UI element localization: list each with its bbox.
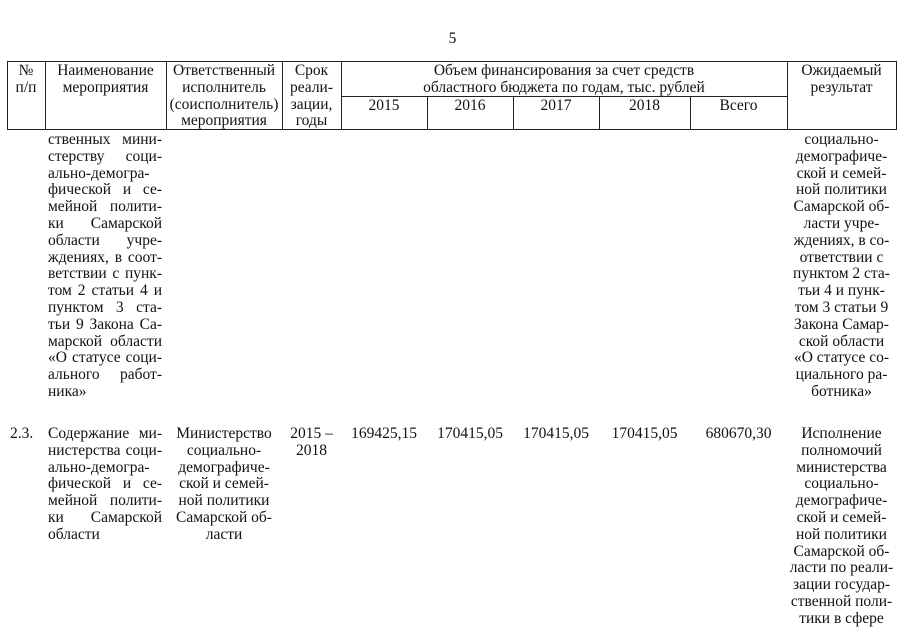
row-number: 2.3. bbox=[10, 425, 34, 442]
continuation-result-line: демографиче- bbox=[795, 147, 888, 165]
continuation-name-line: ника» bbox=[48, 382, 87, 400]
continuation-name-line: тьи 9 Закона Са- bbox=[48, 315, 162, 333]
continuation-name-line: ветствии с пунк- bbox=[48, 265, 162, 283]
continuation-name-line: мейной полити- bbox=[48, 198, 162, 216]
continuation-result-line: циального ра- bbox=[795, 366, 888, 384]
row-name-line: ально-демогра- bbox=[48, 458, 150, 476]
header-col-funding: Объем финансирования за счет средств областного бюджета по годам, тыс. рублей bbox=[423, 62, 705, 96]
continuation-result-cell bbox=[787, 132, 896, 401]
header-bottom-border bbox=[7, 129, 897, 130]
continuation-name-line: фической и се- bbox=[48, 181, 162, 199]
continuation-result-line: ботника» bbox=[811, 382, 872, 400]
continuation-name-cell bbox=[48, 132, 162, 401]
row-term: 2015 – 2018 bbox=[290, 425, 333, 459]
col-border-10 bbox=[896, 61, 897, 129]
continuation-result-line: том 3 статьи 9 bbox=[794, 298, 889, 316]
row-name-line: области bbox=[48, 525, 100, 543]
continuation-result-line: ской и семей- bbox=[796, 164, 887, 182]
header-col-result: Ожидаемый результат bbox=[801, 62, 882, 96]
page-number: 5 bbox=[448, 30, 457, 47]
continuation-result-line: ласти учре- bbox=[803, 214, 880, 232]
header-col-name: Наименование мероприятия bbox=[57, 62, 154, 96]
row-responsible: Министерство социально- демографиче- ской и семей- ной политики Самарской об- ласти bbox=[176, 425, 272, 543]
header-col-term: Срок реали- зации, годы bbox=[289, 62, 334, 130]
continuation-name-line: ждениях, в соот- bbox=[48, 248, 162, 266]
continuation-name-line: области учре- bbox=[48, 231, 162, 249]
row-name-line: мейной полити- bbox=[48, 492, 162, 510]
header-col-2017: 2017 bbox=[540, 97, 572, 114]
header-col-number: № п/п bbox=[15, 62, 37, 96]
continuation-result-line: социально- bbox=[804, 131, 879, 148]
continuation-result-line: ской области bbox=[798, 332, 885, 350]
row-value-total: 680670,30 bbox=[705, 425, 772, 442]
row-value-2015: 169425,15 bbox=[351, 425, 417, 442]
continuation-result-line: тьи 4 и пунк- bbox=[798, 282, 885, 300]
continuation-result-line: пунктом 2 ста- bbox=[793, 265, 890, 283]
header-col-2015: 2015 bbox=[368, 97, 400, 114]
continuation-result-line: Самарской об- bbox=[793, 198, 890, 216]
row-name-line: ки Самарской bbox=[48, 508, 162, 526]
continuation-result-line: ответствии с bbox=[799, 248, 884, 266]
continuation-name-line: ственных мини- bbox=[48, 131, 162, 148]
continuation-name-line: стерству соци- bbox=[48, 147, 162, 165]
continuation-result-line: Закона Самар- bbox=[794, 315, 889, 333]
continuation-name-line: ально-демогра- bbox=[48, 164, 150, 182]
row-value-2018: 170415,05 bbox=[611, 425, 678, 442]
header-col-responsible: Ответственный исполнитель (соисполнитель) мероприятия bbox=[169, 62, 279, 130]
continuation-result-line: «О статусе со- bbox=[793, 349, 890, 367]
row-name-line: фической и се- bbox=[48, 475, 162, 493]
continuation-name-line: ального работ- bbox=[48, 366, 162, 384]
continuation-result-line: ной политики bbox=[796, 181, 887, 199]
continuation-result-line: ждениях, в со- bbox=[793, 231, 890, 249]
continuation-name-line: ки Самарской bbox=[48, 214, 162, 232]
continuation-name-line: «О статусе соци- bbox=[48, 349, 162, 367]
row-name-line: нистерства соци- bbox=[48, 441, 162, 459]
continuation-name-line: том 2 статьи 4 и bbox=[48, 282, 162, 300]
continuation-name-line: пунктом 3 ста- bbox=[48, 298, 162, 316]
row-name-line: Содержание ми- bbox=[48, 425, 162, 442]
row-result: Исполнение полномочий министерства социально- демографиче- ской и семей- ной политики Самарской об- ласти по реали- зации государ- ственной поли- тики в сфере bbox=[789, 425, 894, 627]
header-col-2018: 2018 bbox=[629, 97, 660, 114]
row-value-2017: 170415,05 bbox=[523, 425, 589, 442]
header-col-total: Всего bbox=[719, 97, 758, 114]
continuation-name-line: марской области bbox=[48, 332, 162, 350]
row-value-2016: 170415,05 bbox=[437, 425, 503, 442]
header-col-2016: 2016 bbox=[454, 97, 486, 114]
row-name-cell bbox=[48, 426, 162, 544]
